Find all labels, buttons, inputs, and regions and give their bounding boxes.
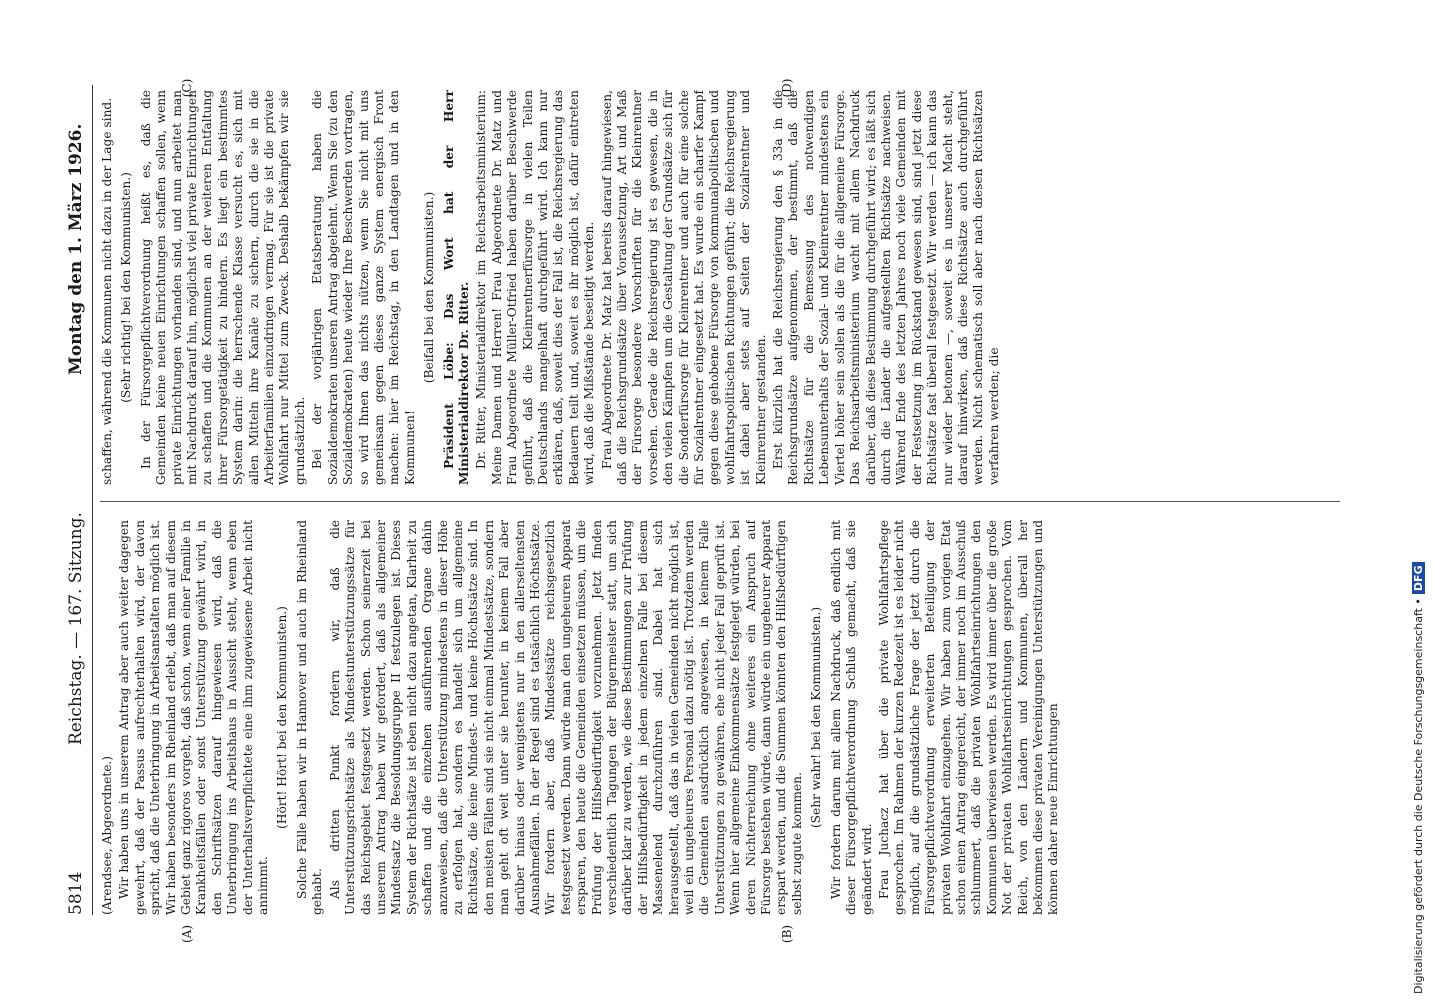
interjection: (Beifall bei den Kommunisten.): [422, 191, 437, 384]
interjection: (Hört! Hört! bei den Kommunisten.): [275, 606, 290, 829]
right-column: [100, 90, 1340, 485]
speaker-attribution: (Arendsee, Abgeordnete.): [100, 755, 114, 915]
margin-marker-b: (B): [780, 924, 794, 944]
page-header: [60, 85, 94, 915]
session-date: Montag den 1. März 1926.: [66, 123, 86, 375]
paragraph: Frau Juchacz hat über die private Wohlfahrtspflege gesprochen. Im Rahmen der kurzen Redezeit ist es leider nicht möglich, auf die grundsätzliche Frage der jetzt durch die Fürsorgepflichtverordnung erweiterten Beteiligung der privaten Wohlfahrt einzugehen. Wir haben zum vorigen Etat schon einen Antrag eingereicht, der immer noch im Ausschuß schlummert, daß die privaten Wohlfahrtseinrichtungen den Kommunen überwiesen werden. Es wird immer über die große Not der privaten Wohlfahrtseinrichtungen gesprochen. Vom Reich, von den Ländern und Kommunen, überall her bekommen diese privaten Vereinigungen Unterstützungen und können daher neue Einrichtungen: [876, 520, 1061, 915]
credit-text: Digitalisierung gefördert durch die Deutsche Forschungsgemeinschaft •: [1412, 598, 1425, 994]
paragraph: Dr. Ritter, Ministerialdirektor im Reichsarbeitsministerium: Meine Damen und Herren! Frau Abgeordnete Dr. Matz und Frau Abgeordnete Müller-Otfried haben darüber Beschwerde geführt, daß die Kleinrentnerfürsorge in vielen Teilen Deutschlands mangelhaft durchgeführt wird. Ich kann nur erklären, daß, soweit dies der Fall ist, die Reichsregierung das Bedauern teilt und, soweit es ihr möglich ist, dafür eintreten wird, daß die Mißstände beseitigt werden.: [474, 90, 597, 485]
dfg-logo: DFG: [1412, 562, 1425, 594]
left-column: [100, 520, 1340, 915]
page-number: 5814: [66, 871, 86, 915]
paragraph: Erst kürzlich hat die Reichsregierung den § 33a in die Reichsgrundsätze aufgenommen, der bestimmt, daß die Richtsätze für die Bemessung des notwendigen Lebensunterhalts der Sozial- und Kleinrentner mindestens ein Viertel höher sein sollen als die für die allgemeine Fürsorge. Das Reichsarbeitsministerium wacht mit allem Nachdruck darüber, daß diese Bestimmung durchgeführt wird; es läßt sich durch die Länder die aufgestellten Richtsätze nachweisen. Während Ende des letzten Jahres noch viele Gemeinden mit der Festsetzung im Rückstand gewesen sind, sind jetzt diese Richtsätze fast überall festgesetzt. Wir werden — ich kann das nur wieder betonen —, soweit es in unserer Macht steht, darauf hinwirken, daß diese Richtsätze auch durchgeführt werden. Nicht schematisch soll aber nach diesen Richtsätzen verfahren werden; die: [771, 90, 1001, 485]
interjection: (Sehr wahr! bei den Kommunisten.): [809, 606, 824, 829]
paragraph: Wir haben uns in unserem Antrag aber auch weiter dagegen gewehrt, daß der Passus aufrechterhalten wird, der davon spricht, daß die Unterbringung in Arbeitsanstalten möglich ist. Wir haben besonders im Rheinland erlebt, daß man auf diesem Gebiet ganz rigoros vorgeht, daß schon, wenn einer Familie in Krankheitsfällen oder sonst Unterstützung gewährt wird, in den Schriftsätzen darauf hingewiesen wird, daß die Unterbringung ins Arbeitshaus in Aussicht steht, wenn eben der Unterhaltsverpflichtete eine ihm zugewiesene Arbeit nicht annimmt.: [117, 520, 271, 915]
margin-marker-d: (D): [780, 78, 794, 98]
paragraph: schaffen, während die Kommunen nicht dazu in der Lage sind.: [100, 97, 114, 485]
column-separator: [100, 501, 1340, 502]
president-statement: Präsident Löbe: Das Wort hat der Herr Ministerialdirektor Dr. Ritter.: [441, 90, 471, 485]
margin-marker-a: (A): [180, 924, 194, 944]
paragraph: In der Fürsorgepflichtverordnung heißt es, daß die Gemeinden keine neuen Einrichtungen schaffen sollen, wenn private Einrichtungen vorhanden sind, und nun arbeitet man mit Nachdruck darauf hin, möglichst viel private Einrichtungen zu schaffen und die Kommunen an der weiteren Entfaltung ihrer Fürsorgetätigkeit zu hindern. Es liegt ein bestimmtes System darin: die herrschende Klasse versucht es, sich mit allen Mitteln ihre Kanäle zu sichern, durch die sie in die Arbeiterfamilien einzudringen vermag. Für sie ist die private Wohlfahrt nur Mittel zum Zweck. Deshalb bekämpfen wir sie grundsätzlich.: [138, 90, 307, 485]
session-title: Reichstag. — 167. Sitzung.: [66, 512, 86, 745]
margin-marker-c: (C): [180, 78, 194, 98]
header-rule: [92, 85, 93, 915]
interjection: (Sehr richtig! bei den Kommunisten.): [119, 172, 134, 403]
paragraph: Frau Abgeordnete Dr. Matz hat bereits darauf hingewiesen, daß die Reichsgrundsätze über Voraussetzung, Art und Maß der Fürsorge besondere Vorschriften für die Kleinrentner vorsehen. Gerade die Reichsregierung ist es gewesen, die in den vielen Kämpfen um die Gestaltung der Grundsätze sich für die Sonderfürsorge für Kleinrentner und auch für eine solche für Sozialrentner eingesetzt hat. Es wurde ein scharfer Kampf gegen diese gehobene Fürsorge von kommunalpolitischen und wohlfahrtspolitischen Richtungen geführt; die Reichsregierung ist dabei aber stets auf Seiten der Sozialrentner und Kleinrentner gestanden.: [599, 90, 768, 485]
paragraph: Solche Fälle haben wir in Hannover und auch im Rheinland gehabt.: [294, 520, 325, 915]
paragraph: Als dritten Punkt fordern wir, daß die Unterstützungsrichtsätze als Mindestunterstützungssätze für das Reichsgebiet festgesetzt werden. Schon seinerzeit bei unserem Antrag haben wir gefordert, daß als allgemeiner Mindestsatz die Besoldungsgruppe II festzulegen ist. Dieses System der Richtsätze ist eben nicht dazu angetan, Klarheit zu schaffen und die einzelnen ausführenden Organe dahin anzuweisen, daß die Unterstützung mindestens in dieser Höhe zu erfolgen hat, sondern es handelt sich um allgemeine Richtsätze, die keine Mindest- und keine Höchstsätze sind. In den meisten Fällen sind sie nicht einmal Mindestsätze, sondern man geht oft weit unter sie herunter, in keinem Fall aber darüber hinaus oder wenigstens nur in den allerseltensten Ausnahmefällen. In der Regel sind es tatsächlich Höchstsätze. Wir fordern aber, daß Mindestsätze reichsgesetzlich festgesetzt werden. Dann würde man den ungeheuren Apparat ersparen, den heute die Gemeinden einsetzen müssen, um die Prüfung der Hilfsbedürftigkeit vorzunehmen. Jetzt finden verschiedentlich Tagungen der Bürgermeister statt, um sich darüber klar zu werden, wie diese Bestimmungen zur Prüfung der Hilfsbedürftigkeit in jedem einzelnen Falle bei diesem Massenelend durchzuführen sind. Dabei hat sich herausgestellt, daß das in vielen Gemeinden nicht möglich ist, weil ein ungeheures Personal dazu nötig ist. Trotzdem werden die Gemeinden ausdrücklich angewiesen, in keinem Falle Unterstützungen zu gewähren, ehe nicht jeder Fall geprüft ist. Wenn hier allgemeine Einkommensätze festgelegt würden, bei deren Nichterreichung ohne weiteres ein Anspruch auf Fürsorge bestehen würde, dann würde ein ungeheurer Apparat erspart werden, und die Summen könnten den Hilfsbedürftigen selbst zugute kommen.: [327, 520, 804, 915]
digitization-credit: [1412, 4, 1425, 994]
rotated-sheet: [60, 78, 1360, 944]
paragraph: Bei der vorjährigen Etatsberatung haben die Sozialdemokraten unseren Antrag abgelehnt. Wenn Sie (zu den Sozialdemokraten) heute wieder Ihre Beschwerden vortragen, so wird Ihnen das nichts nützen, wenn Sie nicht mit uns gemeinsam gegen dieses ganze System energisch Front machen: hier im Reichstag, in den Landtagen und in den Kommunen!: [310, 90, 417, 485]
paragraph: Wir fordern darum mit allem Nachdruck, daß endlich mit dieser Fürsorgepflichtverordnung Schluß gemacht, daß sie geändert wird.: [828, 520, 874, 915]
